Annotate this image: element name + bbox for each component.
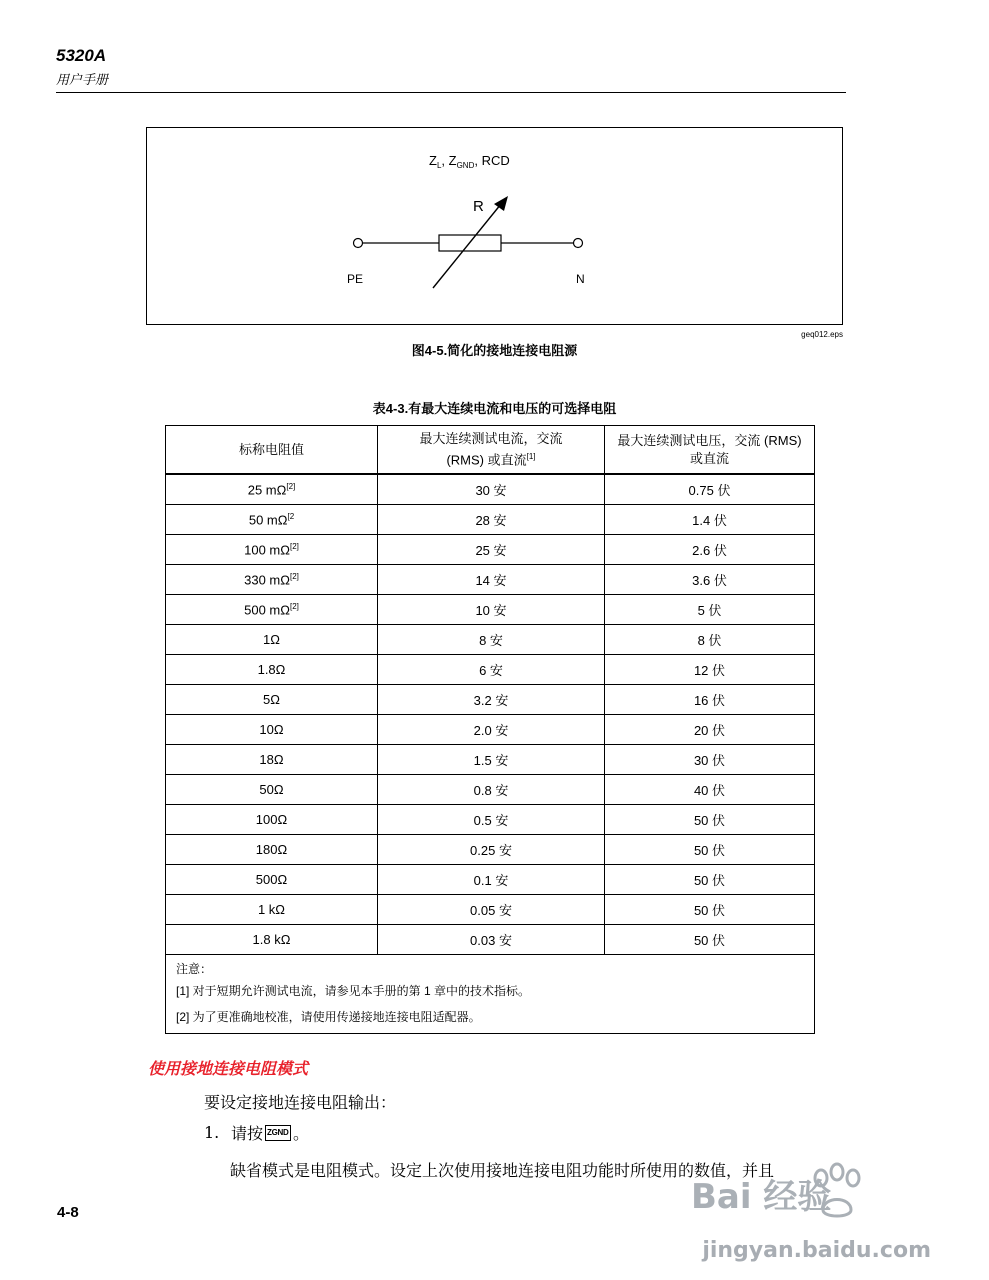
cell-voltage: 50 伏: [605, 805, 815, 835]
cell-voltage: 12 伏: [605, 655, 815, 685]
notes-cell: [166, 955, 815, 1034]
table-row: [166, 625, 815, 655]
step-prefix: 请按: [231, 1124, 264, 1143]
cell-resistance: 500 mΩ[2]: [166, 595, 378, 625]
figure-label-r: R: [473, 198, 484, 215]
n-terminal-icon: [574, 239, 583, 248]
cell-current: 25 安: [378, 535, 605, 565]
cell-current: 14 安: [378, 565, 605, 595]
table-row: [166, 775, 815, 805]
cell-current: 3.2 安: [378, 685, 605, 715]
header-max-current: 最大连续测试电流，交流 (RMS) 或直流[1]: [378, 426, 605, 475]
cell-voltage: 50 伏: [605, 835, 815, 865]
figure-label-n: N: [576, 272, 585, 286]
zgnd-key-icon[interactable]: ZGND: [265, 1125, 291, 1141]
cell-voltage: 16 伏: [605, 685, 815, 715]
cell-voltage: 2.6 伏: [605, 535, 815, 565]
cell-current: 2.0 安: [378, 715, 605, 745]
table-header-row: [166, 426, 815, 475]
table-row: [166, 474, 815, 505]
cell-resistance: 1.8Ω: [166, 655, 378, 685]
page-number: 4-8: [57, 1204, 79, 1221]
figure-filename: geq012.eps: [801, 330, 843, 339]
table-row: [166, 865, 815, 895]
table-row: [166, 685, 815, 715]
cell-current: 0.8 安: [378, 775, 605, 805]
table-row: [166, 655, 815, 685]
table-row: [166, 535, 815, 565]
cell-current: 30 安: [378, 474, 605, 505]
table-row: [166, 565, 815, 595]
section-intro: 要设定接地连接电阻输出：: [204, 1093, 397, 1112]
cell-resistance: 50Ω: [166, 775, 378, 805]
cell-voltage: 50 伏: [605, 895, 815, 925]
document-subtitle: 用户手册: [56, 72, 109, 87]
table-row: [166, 595, 815, 625]
figure-label-impedances: $Z_L$, $Z_{GND}$, RCD: [429, 153, 510, 170]
cell-resistance: 1.8 kΩ: [166, 925, 378, 955]
table-row: [166, 745, 815, 775]
arrowhead-icon: [494, 196, 508, 211]
cell-voltage: 0.75 伏: [605, 474, 815, 505]
header-rule: [56, 92, 846, 93]
cell-voltage: 20 伏: [605, 715, 815, 745]
cell-current: 1.5 安: [378, 745, 605, 775]
document-model: 5320A: [56, 46, 107, 65]
resistance-table: [165, 425, 815, 1034]
step-1: [204, 1121, 309, 1144]
cell-voltage: 50 伏: [605, 865, 815, 895]
cell-resistance: 50 $m\Omega^{[2}$: [166, 505, 378, 535]
notes-title: 注意：: [176, 962, 213, 976]
body-paragraph: 缺省模式是电阻模式。设定上次使用接地连接电阻功能时所使用的数值，并且: [230, 1161, 775, 1180]
cell-resistance: 1 kΩ: [166, 895, 378, 925]
cell-current: 10 安: [378, 595, 605, 625]
cell-resistance: 100Ω: [166, 805, 378, 835]
step-suffix: 。: [293, 1124, 310, 1143]
cell-resistance: 1Ω: [166, 625, 378, 655]
cell-voltage: 1.4 伏: [605, 505, 815, 535]
cell-current: 0.1 安: [378, 865, 605, 895]
cell-voltage: 8 伏: [605, 625, 815, 655]
cell-current: 0.03 安: [378, 925, 605, 955]
watermark-brand: Bai 经验: [691, 1177, 832, 1217]
watermark: [651, 1148, 931, 1263]
cell-voltage: 30 伏: [605, 745, 815, 775]
cell-current: 0.5 安: [378, 805, 605, 835]
cell-resistance: 5Ω: [166, 685, 378, 715]
cell-voltage: 3.6 伏: [605, 565, 815, 595]
cell-resistance: 500Ω: [166, 865, 378, 895]
cell-resistance: 330 mΩ[2]: [166, 565, 378, 595]
step-number: 1.: [204, 1123, 220, 1142]
cell-voltage: 40 伏: [605, 775, 815, 805]
header-max-voltage: 最大连续测试电压，交流 (RMS) 或直流: [605, 426, 815, 475]
pe-terminal-icon: [354, 239, 363, 248]
notes-row: [166, 955, 815, 1034]
table-row: [166, 895, 815, 925]
cell-resistance: 25 mΩ[2]: [166, 474, 378, 505]
table-row: [166, 925, 815, 955]
cell-current: 8 安: [378, 625, 605, 655]
header-nominal-resistance: 标称电阻值: [166, 426, 378, 475]
cell-current: 6 安: [378, 655, 605, 685]
cell-voltage: 5 伏: [605, 595, 815, 625]
table-row: [166, 715, 815, 745]
figure-label-pe: PE: [347, 272, 364, 286]
cell-current: 28 安: [378, 505, 605, 535]
figure-frame: [146, 127, 843, 325]
baidu-paw-logo-icon: [651, 1148, 931, 1228]
note-1: [1] 对于短期允许测试电流，请参见本手册的第 1 章中的技术指标。: [176, 984, 531, 998]
cell-voltage: 50 伏: [605, 925, 815, 955]
table-row: [166, 835, 815, 865]
section-heading: 使用接地连接电阻模式: [148, 1061, 309, 1078]
resistor-diagram: [147, 128, 844, 326]
cell-resistance: 10Ω: [166, 715, 378, 745]
watermark-url: jingyan.baidu.com: [702, 1238, 931, 1263]
table-row: [166, 805, 815, 835]
cell-current: 0.05 安: [378, 895, 605, 925]
note-2: [2] 为了更准确地校准，请使用传递接地连接电阻适配器。: [176, 1010, 481, 1024]
figure-caption: 图4-5.简化的接地连接电阻源: [411, 343, 578, 358]
cell-resistance: 180Ω: [166, 835, 378, 865]
cell-current: 0.25 安: [378, 835, 605, 865]
cell-resistance: 18Ω: [166, 745, 378, 775]
table-body: [166, 474, 815, 955]
table-caption: 表4-3.有最大连续电流和电压的可选择电阻: [372, 401, 617, 416]
table-row: [166, 505, 815, 535]
cell-resistance: 100 mΩ[2]: [166, 535, 378, 565]
